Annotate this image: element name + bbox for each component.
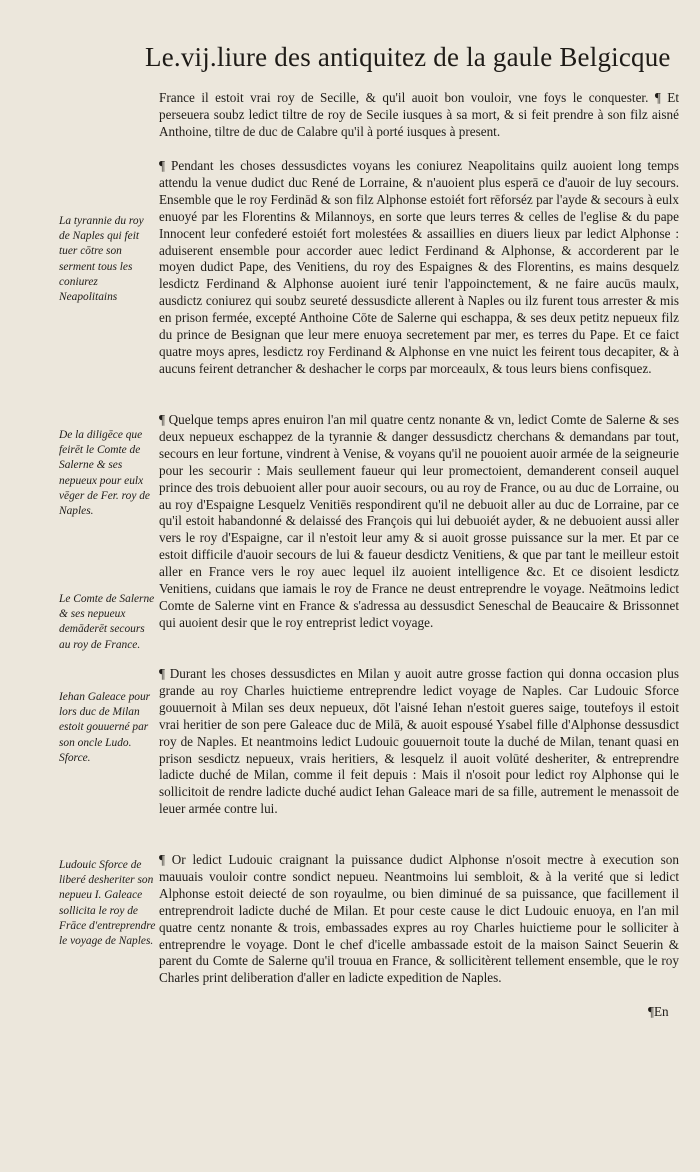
margin-note-secours: Le Comte de Salerne & ses nepueux demāderēt secours au roy de France.	[59, 593, 155, 651]
running-header: Le.vij.liure des antiquitez de la gaule Belgicque	[145, 42, 671, 72]
paragraph-quelque: ¶ Quelque temps apres enuiron l'an mil quatre centz nonante & vn, ledict Comte de Salerne & ses deux nepueux eschappez de la tyrannie & danger dessusdictz cherchans & demandans par tout, secours en leur fortune, vindrent à Venise, & voyans qu'il ne pouoient auoir armée de la seigneurie pour les secourir : Mais seullement faueur qui leur promectoient, demanderent conseil auquel prince des trois debuoient aller pour auoir secours, ou au roy de France, ou au duc de Lorraine, ou au roy d'Espaigne Lesquelz Venitiēs respondirent qu'il ne debuoit aller au duc de Lorraine, par ce qu'il estoit habandonné & delaissé des François qui lui debuoiét ayder, & ne debuoient aussi aller vers le roy d'Espaigne, car il n'estoit leur amy & si auoit grosse puissance sur la mer. Et par ce estoit difficile d'auoir secours de lui & faueur desdictz Venitiens, & que par tant le meilleur estoit aller en France vers le roy auec lequel ilz auoient intelligence &c. Et ce disoient lesdictz Venitiens, cuidans que iamais le roy de France ne deust entreprendre le voyage. Neātmoins ledict Comte de Salerne vint en France & s'adressa au dessusdict Seneschal de Beaucaire & Brissonnet qui auoient desir que le roy entreprist ledict voyage.	[159, 412, 679, 630]
main-text-block	[159, 158, 679, 383]
margin-note-galeace: Iehan Galeace pour lors duc de Milan estoit gouuerné par son oncle Ludo. Sforce.	[59, 691, 151, 764]
paragraph-durant: ¶ Durant les choses dessusdictes en Milan y auoit autre grosse faction qui donna occasion plus grande au roy Charles huictieme entreprendre ledict voyage de Naples. Car Ludouic Sforce gouuernoit à Milan ses deux nepueux, dōt l'aisné Iehan n'estoit gueres saige, toutefoys il estoit vrai heritier de son pere Galeace duc de Milā, & auoit espousé Ysabel fille d'Alphonse dessusdict roy de Naples. Et neantmoins ledict Ludouic gouuernoit toute la duché de Milan, tenant quasi en prison sesdictz nepueux, vrais heritiers, & lesquelz il auoit volūté desheriter, & entreprendre ladicte duché de Milan, comme il feit depuis : Mais il n'osoit pour ledict roy Alphonse qui le sollicitoit de rendre ladicte duché audict Iehan Galeace mari de sa fille, autrement le menassoit de leuer armée contre lui.	[159, 666, 679, 817]
paragraph-intro: France il estoit vrai roy de Secille, & qu'il auoit bon vouloir, vne foys le conquester. ¶ Et perseuera soubz ledict tiltre de roy de Secile iusques à sa mort, & si feit prendre à son filz aisné Anthoine, tiltre de duc de Calabre qu'il à porté iusques à present.	[159, 90, 679, 139]
main-text-block	[159, 852, 679, 992]
margin-note-tyrannie: La tyrannie du roy de Naples qui feit tuer cōtre son serment tous les coniurez Neapolitains	[59, 215, 144, 304]
margin-note-diligence: De la diligēce que feirēt le Comte de Salerne & ses nepueux pour eulx vēger de Fer. roy de Naples.	[59, 429, 150, 518]
paragraph-ludouic: ¶ Or ledict Ludouic craignant la puissance dudict Alphonse n'osoit mectre à execution son mauuais vouloir contre sondict nepueu. Neantmoins lui sembloit, & à la verité que si ledict Alphonse estoit deiecté de son royaulme, ou bien diminué de sa puissance, que facillement il entreprendroit ladicte duché de Milan. Et pour ceste cause le dict Ludouic enuoya, en l'an mil quatre centz nonante & trois, embassades expres au roy Charles huictieme pour le solliciter à entreprendre le voyage. Dont le chef d'icelle ambassade estoit de la maison Sainct Seuerin & parent du Comte de Salerne qu'il trouua en France, & sollicitèrent tellement ensemble, que le roy Charles print deliberation d'aller en ladicte expedition de Naples.	[159, 852, 679, 986]
paragraph-pendant: ¶ Pendant les choses dessusdictes voyans les coniurez Neapolitains quilz auoient long temps attendu la venue dudict duc René de Lorraine, & n'auoient plus esperā ce d'auoir de luy secours. Ensemble que le roy Ferdinād & son filz Alphonse estoiét fort rēforséz par l'ayde & secours à eulx enuoyé par les Florentins & Milannoys, en sorte que leurs terres & celles de l'eglise & du pape Innocent leur confederé estoiét fort molestées & assaillies en diuers lieux par ledict Alphonse : aduiserent ensemble pour accorder auec ledict Ferdinand & Alphonse, & accorderent par le moyen dudict Pape, des Venitiens, du roy des Espaignes & des Florentins, es mains desquelz lesdictz Ferdinand & Alphonse auoient iuré tenir l'appoinctement, & ne faire aucūs maulx, ausdictz coniurez qui soubz seureté dessusdicte allerent à Naples ou ilz furent tous arrester & mis en prison fermée, excepté Anthoine Cōte de Salerne qui eschappa, & ses deux petitz nepueux filz du prince de Besignan que leur mere enuoya secretement par mer, es terres du Pape. Et ce faict quatre moys apres, lesdictz roy Ferdinand & Alphonse en vne nuict les feirent tous decapiter, & à aucuns feirent detrancher & deshacher le corps par morceaulx, & tous leurs biens confisquez.	[159, 158, 679, 376]
main-text-block	[159, 666, 679, 823]
main-text-block	[159, 90, 679, 146]
margin-note-sforce: Ludouic Sforce de liberé desheriter son nepueu I. Galeace sollicita le roy de Frāce d'entreprendre le voyage de Naples.	[59, 859, 156, 948]
main-text-block	[159, 412, 679, 637]
catchword: ¶En	[648, 1004, 669, 1019]
